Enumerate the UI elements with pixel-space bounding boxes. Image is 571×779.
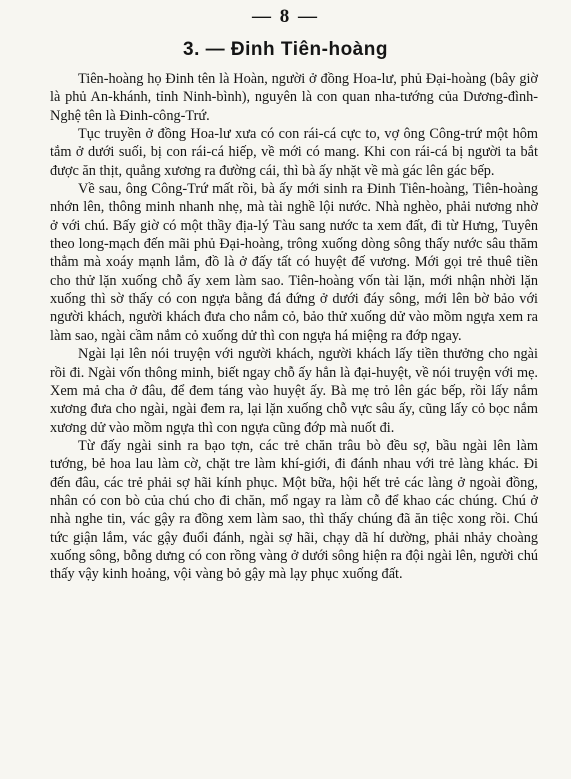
paragraph: Về sau, ông Công-Trứ mất rồi, bà ấy mới sinh ra Đinh Tiên-hoàng, Tiên-hoàng nhớn lên, thông minh nhanh nhẹ, mà tài nghề lội nước. Nhà nghèo, phải nương nhờ ở với chú. Bấy giờ có một thầy địa-lý Tàu sang nước ta xem đất, đi từ Hưng, Tuyên theo long-mạch đến mãi phủ Đại-hoàng, trông xuống dòng sông thấy nước sâu thăm thẳm mà xoáy mạnh lắm, đồ là ở đấy tất có huyệt đế vương. Mới gọi trẻ thuê tiền cho thử lặn xuống chỗ ấy xem làm sao. Tiên-hoàng vốn tài lặn, mới nhận nhời lặn xuống thì sờ thấy có con ngựa bằng đá đứng ở dưới đáy sông, mới lên bờ bảo với người khách, người khách đưa cho nắm cỏ, bảo thử xuống dử vào mồm ngựa xem ra làm sao, ngài cầm nắm cỏ xuống dử thì con ngựa há miệng ra đớp ngay. xyxy=(50,181,538,344)
paragraph: Từ đấy ngài sinh ra bạo tợn, các trẻ chăn trâu bò đều sợ, bầu ngài lên làm tướng, bẻ hoa lau làm cờ, chặt tre làm khí-giới, đi đánh nhau với trẻ làng khác. Đi đến đâu, các trẻ phải sợ hãi kính phục. Một bữa, hội hết trẻ các làng ở ngoài đồng, nhân có con bò của chú cho đi chăn, mổ ngay ra làm cỗ để khao các chúng. Chú ở nhà nghe tin, vác gậy ra đồng xem làm sao, thì thấy chúng đã ăn tiệc xong rồi. Chú tức giận lắm, vác gậy đuổi đánh, ngài sợ hãi, chạy dã hí dường, phải nhảy choàng xuống sông, bỗng dưng có con rồng vàng ở dưới sông hiện ra đội ngài lên, người chú thấy vậy kinh hoảng, vội vàng bỏ gậy mà lạy phục xuống đất. xyxy=(50,437,538,583)
paragraph: Tiên-hoàng họ Đinh tên là Hoàn, người ở đồng Hoa-lư, phủ Đại-hoàng (bây giờ là phủ An-khánh, tỉnh Ninh-bình), nguyên là con quan nha-tướng của Dương-đình-Nghệ tên là Đinh-công-Trứ. xyxy=(50,71,538,124)
chapter-body xyxy=(50,70,538,584)
paragraph: Ngài lại lên nói truyện với người khách, người khách lấy tiền thưởng cho ngài rồi đi. Ngài vốn thông minh, biết ngay chỗ ấy hẳn là đại-huyệt, về nói truyện với mẹ. Xem mả cha ở đâu, để đem táng vào huyệt ấy. Bà mẹ trỏ lên gác bếp, rồi lấy nắm xương đưa cho ngài, ngài đem ra, lại lặn xuống chỗ vực sâu ấy, cũng lấy cỏ bọc nắm xương dử vào mồm ngựa thì con ngựa cũng đớp mà nuốt đi. xyxy=(50,346,538,436)
chapter-title: 3. — Đinh Tiên-hoàng xyxy=(183,39,388,60)
page-number: — 8 — xyxy=(252,6,319,27)
paragraph: Tục truyền ở đồng Hoa-lư xưa có con rái-cá cực to, vợ ông Công-trứ một hôm tắm ở dưới suối, bị con rái-cá hiếp, về mới có mang. Khi con rái-cá bị người ta bắt được ăn thịt, quẳng xương ra đường cái, thì bà ấy nhặt về mà gác lên gác bếp. xyxy=(50,126,538,179)
